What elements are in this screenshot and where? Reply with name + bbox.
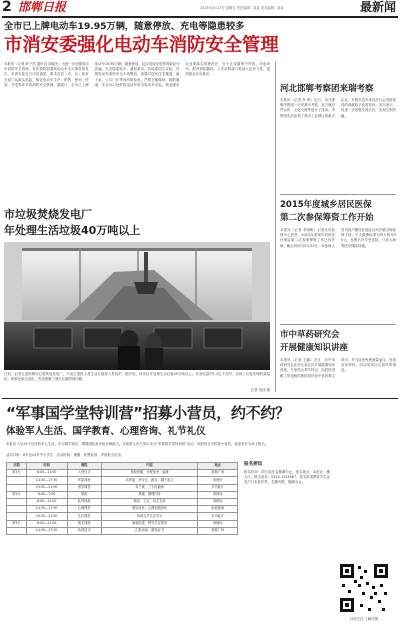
table-cell: 8:00—11:00: [26, 498, 67, 505]
table-cell: 8:00—11:00: [26, 520, 67, 527]
table-cell: 14:30—17:30: [26, 477, 67, 484]
table-cell: [7, 513, 27, 520]
table-cell: 多功能厅: [198, 513, 238, 520]
table-cell: 结营仪式: [67, 527, 101, 534]
right-story1-body: 本报讯（记者 李 明）近日，河北邯郸考察团一行来我市考察，双方就经贸合作、文化交流等进行了座谈。考察团先后参观了我市工业园区和重点企业，对我市近年来经济社会发展取得的成就给予高度评价。双方表示，将进一步加强交流合作，实现互利共赢。: [280, 98, 396, 118]
contact-title: 报名须知: [244, 462, 262, 467]
feature-info-line: 活动对象：8岁至14岁中小学生 活动时间：暑期 收费标准：详询报名电话: [6, 453, 121, 457]
table-cell: 领取营服、分配宿舍、编班: [101, 470, 198, 477]
table-cell: [7, 477, 27, 484]
section-label: 最新闻: [359, 0, 396, 14]
table-cell: [7, 506, 27, 513]
paper-name-logo: 邯郸日报: [18, 0, 67, 14]
right-column-divider: [275, 62, 276, 392]
table-header-cell: 日期: [7, 463, 27, 470]
right-story2-headline-2: 第二次参保筹资工作开始: [280, 213, 374, 223]
table-cell: 礼仪课堂: [67, 513, 101, 520]
table-cell: 弟子规、三字经诵读: [101, 484, 198, 491]
news-photo: [4, 242, 270, 370]
contact-block: [244, 462, 396, 630]
feature-headline: “军事国学堂特训营”招募小营员，约不约？: [6, 404, 290, 422]
table-header-cell: 内容: [101, 463, 198, 470]
table-cell: 19:30—21:00: [26, 484, 67, 491]
table-cell: 稍息、立正、向左右转: [101, 498, 198, 505]
feature-subhead: 体验军人生活、国学教育、心理咨询、礼节礼仪: [6, 426, 206, 437]
bottom-rule: [2, 398, 398, 399]
table-cell: 第2天: [7, 491, 27, 498]
table-cell: [7, 527, 27, 534]
right-story2-headline-1: 2015年度城乡居民医保: [280, 200, 372, 210]
photo-headline-1: 市垃圾焚烧发电厂: [4, 208, 92, 221]
table-cell: 晨练: [67, 491, 101, 498]
table-cell: 入营仪式: [67, 470, 101, 477]
table-row: [7, 470, 238, 477]
table-header-row: [7, 463, 238, 470]
photo-credit: 记者 倪伟 摄: [250, 388, 270, 392]
table-cell: 心理课堂: [67, 506, 101, 513]
table-cell: 队列训练: [67, 498, 101, 505]
table-header-cell: 时间: [26, 463, 67, 470]
table-row: [7, 498, 238, 505]
feature-intro: 本报讯 为让孩子们体验军人生活，学习国学知识，增强团队意识和自理能力，本报联合有关单位举办“军事国学堂特训营”活动，现面向全市招募小营员，欢迎家长为孩子报名。: [6, 442, 269, 446]
table-cell: 军姿训练: [67, 477, 101, 484]
lead-kicker: 全市已上牌电动车19.95万辆，随意停放、充电等隐患较多: [4, 21, 245, 32]
masthead-meta: 2015年4月17日 星期五 责任编辑：某某 美术编辑：某某: [200, 6, 284, 10]
right-story1-headline: 河北邯郸考察团来瑞考察: [280, 84, 374, 94]
control-room-photo: [4, 242, 270, 370]
table-cell: 拓展基地: [198, 506, 238, 513]
table-cell: [7, 498, 27, 505]
table-cell: 多功能厅: [198, 484, 238, 491]
table-cell: 第3天: [7, 520, 27, 527]
table-cell: 传统礼节礼仪学习: [101, 513, 198, 520]
table-cell: 匍匐前进、野外生存常识: [101, 520, 198, 527]
table-cell: 营地广场: [198, 470, 238, 477]
right-story2-body: 本报讯（记者 李晓明）记者从市医保中心获悉，2015年度城乡居民医疗保险第二次参保筹资工作已经开始，截止时间为5月31日。未参保人员可到户籍所在地社区或乡镇办理参保手续。个人缴费标准为每人每年90元，参保后可享受住院、门诊大病等医疗保险待遇。: [280, 228, 396, 248]
table-cell: 训练场: [198, 477, 238, 484]
page-number: 2: [2, 0, 12, 15]
qr-code-icon: [338, 562, 390, 614]
table-cell: 汇报表演、颁发证书: [101, 527, 198, 534]
photo-caption: 日前，记者走进邯郸市垃圾焚烧发电厂，只见巨型抓斗将生活垃圾投入焚烧炉。据介绍，该项目年处理生活垃圾40万吨以上，年发电量约1.2亿千瓦时，实现了垃圾处理的减量化、资源化和无害化，有效缓解了城市垃圾围城问题。: [4, 372, 270, 382]
lead-headline: 市消安委强化电动车消防安全管理: [4, 35, 279, 56]
table-row: [7, 484, 238, 491]
qr-caption: 扫码关注 了解详情: [349, 617, 379, 621]
right-story3-headline-1: 市中草药研究会: [280, 330, 340, 340]
table-cell: 国学课堂: [67, 484, 101, 491]
table-header-cell: 地点: [198, 463, 238, 470]
table-cell: 6:00—7:00: [26, 491, 67, 498]
table-row: [7, 491, 238, 498]
lead-body: 本报讯（记者 张子然 通讯员 刘晓光）为进一步加强电动车消防安全管理，有效预防和遏制电动车火灾事故的发生，市消安委近日印发通知，要求各县（市、区）和有关部门从源头抓起，强化电动车生产、销售、使用、停放、充电等环节的消防安全管理。据统计，全市已上牌电动车19.95万辆，随意停放、乱拉电线充电等现象较为普遍，火灾隐患较多。通知要求，各地要结合实际，开展电动车消防安全专项整治，加强对居民住宅楼道、地下室、公共门厅等场所的检查，严禁在楼梯间、疏散通道、安全出口处停放电动车或为电动车充电。物业服务企业要落实管理责任，在小区设置集中停放、充电场所，配齐消防器材。公安消防部门要加大宣传力度，提高群众安全意识。: [4, 62, 270, 87]
photo-headline-2: 年处理生活垃圾40万吨以上: [4, 224, 141, 237]
contact-text: 报名时间：即日起至名额满为止。报名地点：本报社一楼大厅。报名电话：0310-1234567。报名时请携带学生证或户口本复印件。名额有限，额满为止。: [244, 470, 330, 485]
table-cell: 团队协作、心理拓展游戏: [101, 506, 198, 513]
table-row: [7, 513, 238, 520]
table-cell: 第1天: [7, 470, 27, 477]
table-cell: 训练场: [198, 498, 238, 505]
table-cell: 营地广场: [198, 527, 238, 534]
table-cell: 14:30—17:30: [26, 506, 67, 513]
qr-code[interactable]: [338, 562, 390, 614]
schedule-table-wrap: [6, 462, 238, 630]
table-row: [7, 506, 238, 513]
table-cell: 训练场: [198, 491, 238, 498]
table-row: [7, 527, 238, 534]
table-cell: 14:30—17:30: [26, 527, 67, 534]
masthead: [0, 0, 400, 16]
right-story3-headline-2: 开展健康知识讲座: [280, 343, 349, 353]
table-cell: 战术训练: [67, 520, 101, 527]
table-cell: 站军姿、齐步走、跑步、蹲下起立: [101, 477, 198, 484]
table-cell: 训练场: [198, 520, 238, 527]
table-cell: 19:30—21:00: [26, 513, 67, 520]
right-divider-1: [280, 194, 396, 195]
schedule-table: [6, 462, 238, 535]
table-header-cell: 课程: [67, 463, 101, 470]
table-cell: 晨跑、整理内务: [101, 491, 198, 498]
right-divider-2: [280, 324, 396, 325]
table-cell: [7, 484, 27, 491]
masthead-rule: [2, 16, 398, 18]
right-story3-body: 本报讯（记者 王娜）近日，市中草药研究会在市区某社区开展健康知识讲座，专家结合季节特点，向居民讲解了常见病的预防知识和中草药养生常识，并为居民免费测量血压、发放宣传资料。活动受到社区居民的欢迎。: [280, 358, 396, 378]
table-row: [7, 477, 238, 484]
table-row: [7, 520, 238, 527]
table-cell: 8:00—11:00: [26, 470, 67, 477]
